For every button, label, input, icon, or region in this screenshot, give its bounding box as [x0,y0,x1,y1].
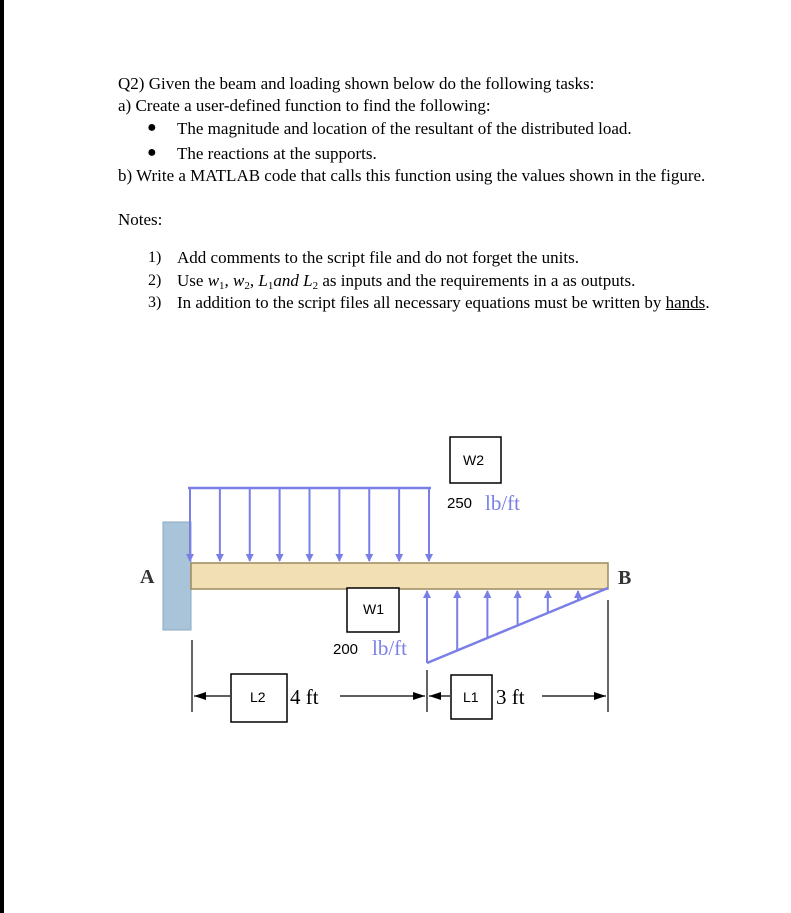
hands-underlined: hands [665,293,706,312]
support-b-label: B [618,567,632,589]
uniform-load [188,488,431,561]
w1-label: W1 [363,601,384,617]
notes-heading: Notes: [118,210,163,229]
tri-load-unit: lb/ft [372,636,407,660]
l1-label: L1 [463,689,479,705]
bullet-dot: ● [147,144,157,161]
uniform-load-value: 250 [447,495,473,512]
bullet-reactions: The reactions at the supports. [177,144,377,163]
dim-right-value: 3 ft [496,685,525,709]
part-a-text: a) Create a user-defined function to find the following: [118,96,491,115]
support-a-label: A [140,566,155,588]
note-3-number: 3) [148,294,162,311]
dim-left-value: 4 ft [290,685,319,709]
dim-arrow-mid-left [413,692,425,700]
note-2-number: 2) [148,272,162,289]
part-b-text: b) Write a MATLAB code that calls this function using the values shown in the figure. [118,166,706,185]
tri-load-value: 200 [333,641,359,658]
dim-arrow-mid-right [429,692,441,700]
note-3-text: In addition to the script files all necessary equations must be written by hands. [177,293,710,312]
bullet-dot: ● [147,119,157,136]
w2-label: W2 [463,452,484,468]
note-1-number: 1) [148,249,162,266]
note-1-text: Add comments to the script file and do not forget the units. [177,248,579,267]
question-title: Q2) Given the beam and loading shown below do the following tasks: [118,74,595,93]
l2-label: L2 [250,689,266,705]
note-2-text: Use $w_1$, $w_2$, $L_1and$ $L_2$ as inputs and the requirements in a as outputs. [177,271,636,292]
uniform-load-unit: lb/ft [485,491,520,515]
beam [191,563,608,589]
dim-arrow-left [194,692,206,700]
triangular-load [427,588,608,663]
wall-support [163,522,191,630]
dim-arrow-right [594,692,606,700]
bullet-resultant: The magnitude and location of the resultant of the distributed load. [177,119,632,138]
